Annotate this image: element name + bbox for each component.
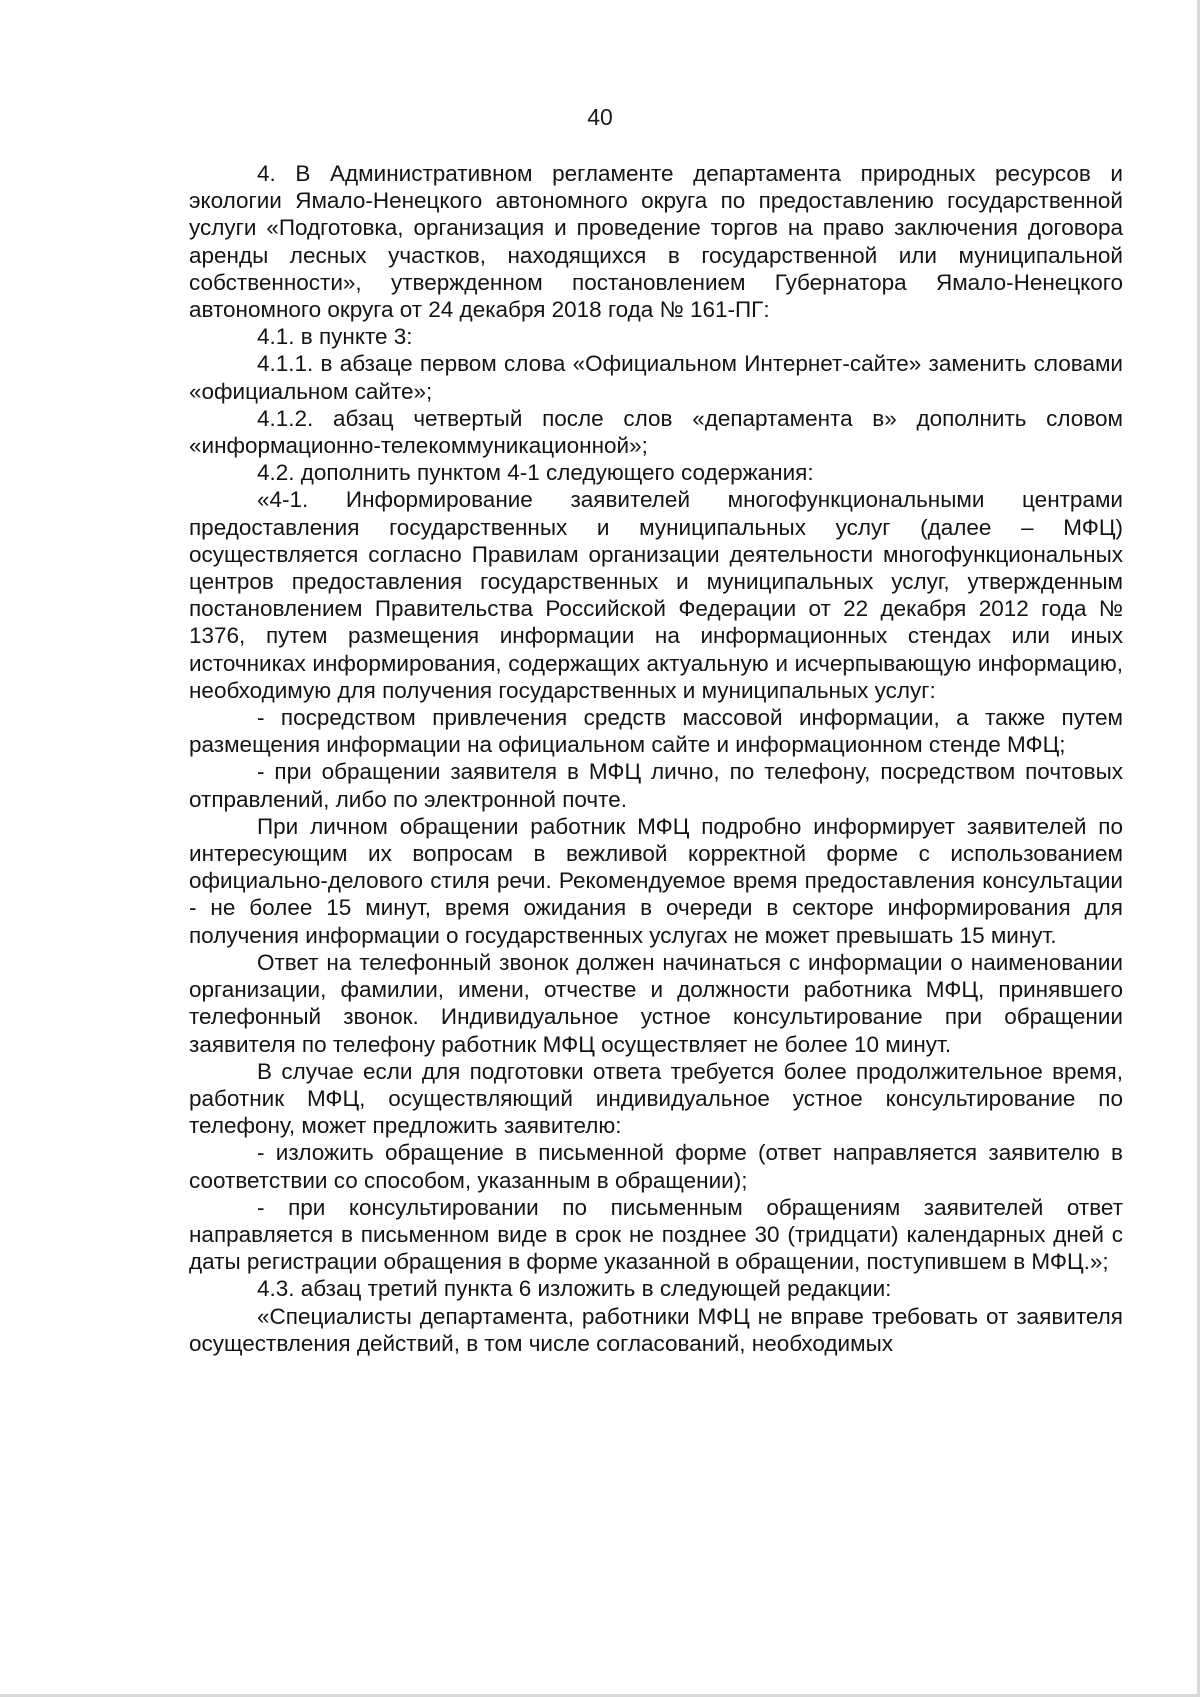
paragraph-bullet-written-reply: - при консультировании по письменным обращениям заявителей ответ направляется в письменном виде в срок не позднее 30 (тридцати) календарных дней с даты регистрации обращения в форме указанной в обращении, поступившем в МФЦ.»; <box>189 1194 1123 1275</box>
paragraph-bullet-media: - посредством привлечения средств массовой информации, а также путем размещения информации на официальном сайте и информационном стенде МФЦ; <box>189 705 1123 758</box>
paragraph-phone-call: Ответ на телефонный звонок должен начинаться с информации о наименовании организации, фамилии, имени, отчестве и должности работника МФЦ, принявшего телефонный звонок. Индивидуальное устное консультирование при обращении заявителя по телефону работник МФЦ осуществляет не более 10 минут. <box>189 949 1123 1057</box>
paragraph-item-4-3: 4.3. абзац третий пункта 6 изложить в следующей редакции: <box>257 1276 892 1302</box>
paragraph-longer-answer: В случае если для подготовки ответа требуется более продолжительное время, работник МФЦ, осуществляющий индивидуальное устное консультирование по телефону, может предложить заявителю: <box>189 1058 1123 1139</box>
paragraph-bullet-contact: - при обращении заявителя в МФЦ лично, по телефону, посредством почтовых отправлений, либо по электронной почте. <box>189 759 1123 812</box>
paragraph-item-4: 4. В Административном регламенте департамента природных ресурсов и экологии Ямало-Ненецкого автономного округа по предоставлению государственной услуги «Подготовка, организация и проведение торгов на право заключения договора аренды лесных участков, находящихся в государственной или муниципальной собственности», утвержденном постановлением Губернатора Ямало-Ненецкого автономного округа от 24 декабря 2018 года № 161-ПГ: <box>189 161 1123 323</box>
paragraph-item-4-1-2: 4.1.2. абзац четвертый после слов «департамента в» дополнить словом «информационно-телекоммуникационной»; <box>189 405 1123 459</box>
paragraph-item-4-2: 4.2. дополнить пунктом 4-1 следующего содержания: <box>257 460 814 486</box>
paragraph-bullet-written: - изложить обращение в письменной форме (ответ направляется заявителю в соответствии со способом, указанным в обращении); <box>189 1140 1123 1193</box>
paragraph-personal-visit: При личном обращении работник МФЦ подробно информирует заявителей по интересующим их вопросам в вежливой корректной форме с использованием официально-делового стиля речи. Рекомендуемое время предоставления консультации - не более 15 минут, время ожидания в очереди в секторе информирования для получения информации о государственных услугах не может превышать 15 минут. <box>189 813 1123 948</box>
paragraph-item-4-1-1: 4.1.1. в абзаце первом слова «Официальном Интернет-сайте» заменить словами «официальном сайте»; <box>189 351 1123 404</box>
page-number: 40 <box>587 104 613 130</box>
paragraph-item-4-1-new: «4-1. Информирование заявителей многофункциональными центрами предоставления государственных и муниципальных услуг (далее – МФЦ) осуществляется согласно Правилам организации деятельности многофункциональных центров предоставления государственных и муниципальных услуг, утвержденным постановлением Правительства Российской Федерации от 22 декабря 2012 года № 1376, путем размещения информации на информационных стендах или иных источниках информирования, содержащих актуальную и исчерпывающую информацию, необходимую для получения государственных и муниципальных услуг: <box>189 487 1123 703</box>
document-body <box>189 160 1123 1357</box>
paragraph-item-4-1: 4.1. в пункте 3: <box>257 324 413 350</box>
paragraph-specialists: «Специалисты департамента, работники МФЦ не вправе требовать от заявителя осуществления действий, в том числе согласований, необходимых <box>189 1303 1123 1356</box>
